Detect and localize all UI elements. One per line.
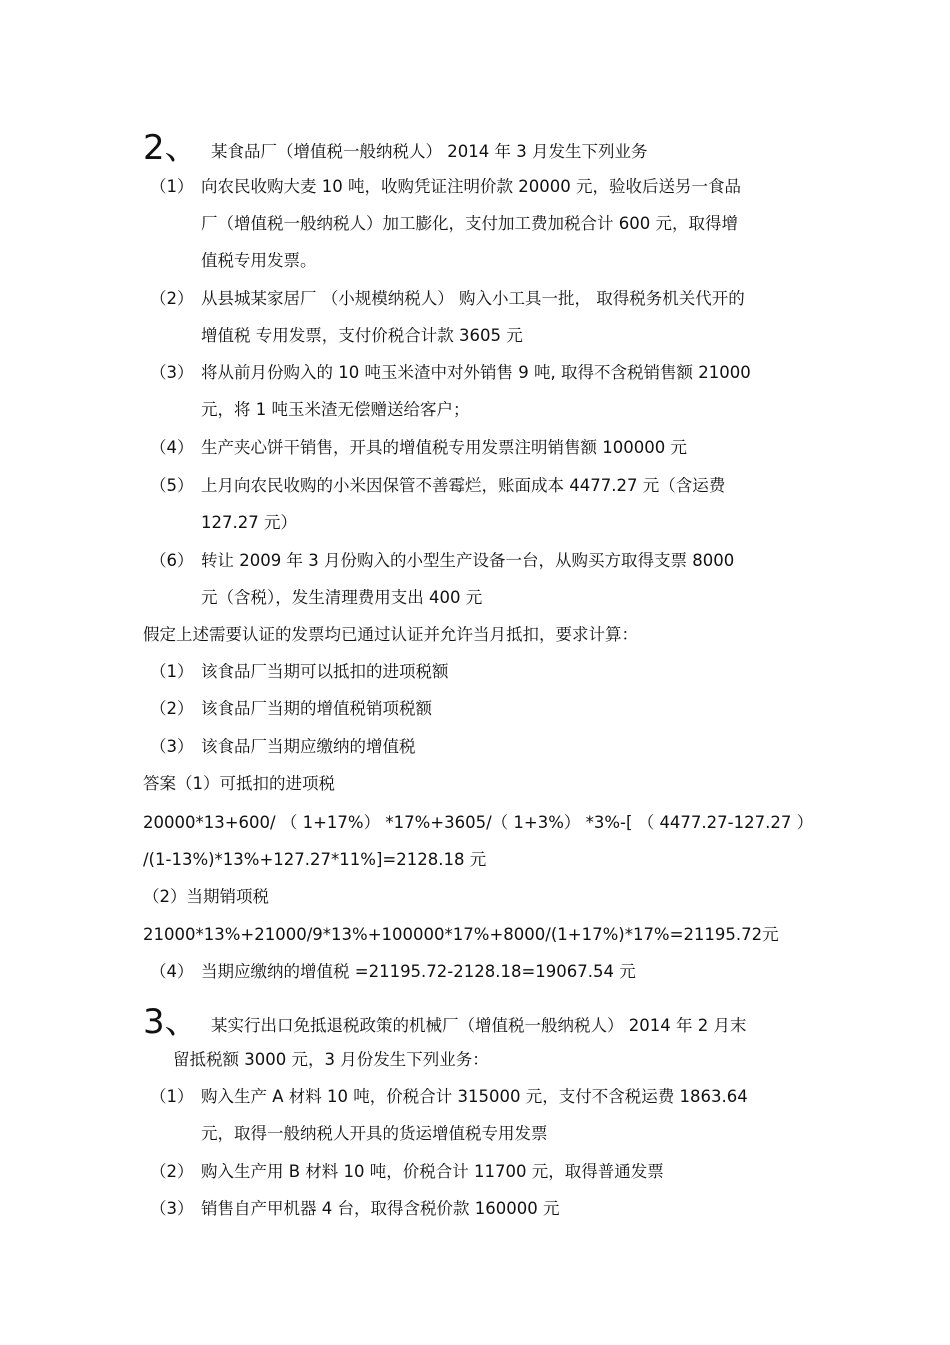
question-text: 该食品厂当期应缴纳的增值税 (201, 737, 416, 756)
answer-2-formula: 21000*13%+21000/9*13%+100000*17%+8000/(1+17%)*17%=21195.72元 (143, 925, 779, 944)
item-number: （5） (150, 476, 194, 495)
item-number: （1） (150, 177, 194, 196)
item-number: （1） (150, 1087, 194, 1106)
question-number: （3） (150, 737, 194, 756)
item-text: 元，取得一般纳税人开具的货运增值税专用发票 (201, 1124, 548, 1143)
item-number: （6） (150, 551, 194, 570)
item-number: （4） (150, 438, 194, 457)
section-3-title: 某实行出口免抵退税政策的机械厂（增值税一般纳税人） 2014 年 2 月末 (211, 1016, 747, 1035)
section-2-title: 某食品厂（增值税一般纳税人） 2014 年 3 月发生下列业务 (211, 142, 648, 161)
item-text: 销售自产甲机器 4 台，取得含税价款 160000 元 (201, 1199, 560, 1218)
item-text: 增值税 专用发票，支付价税合计款 3605 元 (201, 326, 523, 345)
section-3-number: 3、 (143, 1002, 199, 1042)
item-number: （3） (150, 363, 194, 382)
item-number: （3） (150, 1199, 194, 1218)
answer-1-label: 答案（1）可抵扣的进项税 (143, 774, 335, 793)
item-text: 值税专用发票。 (201, 251, 317, 270)
item-text: 购入生产用 B 材料 10 吨，价税合计 11700 元，取得普通发票 (201, 1162, 664, 1181)
item-number: （2） (150, 289, 194, 308)
question-text: 该食品厂当期可以抵扣的进项税额 (201, 662, 449, 681)
question-number: （1） (150, 662, 194, 681)
question-number: （2） (150, 699, 194, 718)
item-text: 元（含税），发生清理费用支出 400 元 (201, 588, 483, 607)
item-text: 元，将 1 吨玉米渣无偿赠送给客户； (201, 400, 470, 419)
assumption-text: 假定上述需要认证的发票均已通过认证并允许当月抵扣，要求计算： (143, 625, 638, 644)
item-text: 从县城某家居厂 （小规模纳税人） 购入小工具一批， 取得税务机关代开的 (201, 289, 745, 308)
section-2-number: 2、 (143, 128, 199, 168)
answer-1-formula: 20000*13+600/ （ 1+17%） *17%+3605/（ 1+3%） *3%-[ （ 4477.27-127.27 ） (143, 813, 814, 832)
item-text: 上月向农民收购的小米因保管不善霉烂，账面成本 4477.27 元（含运费 (201, 476, 726, 495)
item-text: 购入生产 A 材料 10 吨，价税合计 315000 元，支付不含税运费 1863.64 (201, 1087, 748, 1106)
item-text: 127.27 元） (201, 513, 297, 532)
item-text: 转让 2009 年 3 月份购入的小型生产设备一台，从购买方取得支票 8000 (201, 551, 735, 570)
answer-2-label: （2）当期销项税 (143, 887, 269, 906)
answer-1-formula: /(1-13%)*13%+127.27*11%]=2128.18 元 (143, 850, 487, 869)
item-text: 生产夹心饼干销售，开具的增值税专用发票注明销售额 100000 元 (201, 438, 687, 457)
question-text: 该食品厂当期的增值税销项税额 (201, 699, 432, 718)
item-text: 将从前月份购入的 10 吨玉米渣中对外销售 9 吨, 取得不含税销售额 21000 (201, 363, 751, 382)
section-3-title: 留抵税额 3000 元，3 月份发生下列业务： (173, 1050, 489, 1069)
answer-4-number: （4） (150, 962, 194, 981)
answer-4-text: 当期应缴纳的增值税 =21195.72-2128.18=19067.54 元 (201, 962, 636, 981)
item-text: 厂（增值税一般纳税人）加工膨化，支付加工费加税合计 600 元，取得增 (201, 214, 738, 233)
item-number: （2） (150, 1162, 194, 1181)
item-text: 向农民收购大麦 10 吨，收购凭证注明价款 20000 元，验收后送另一食品 (201, 177, 741, 196)
